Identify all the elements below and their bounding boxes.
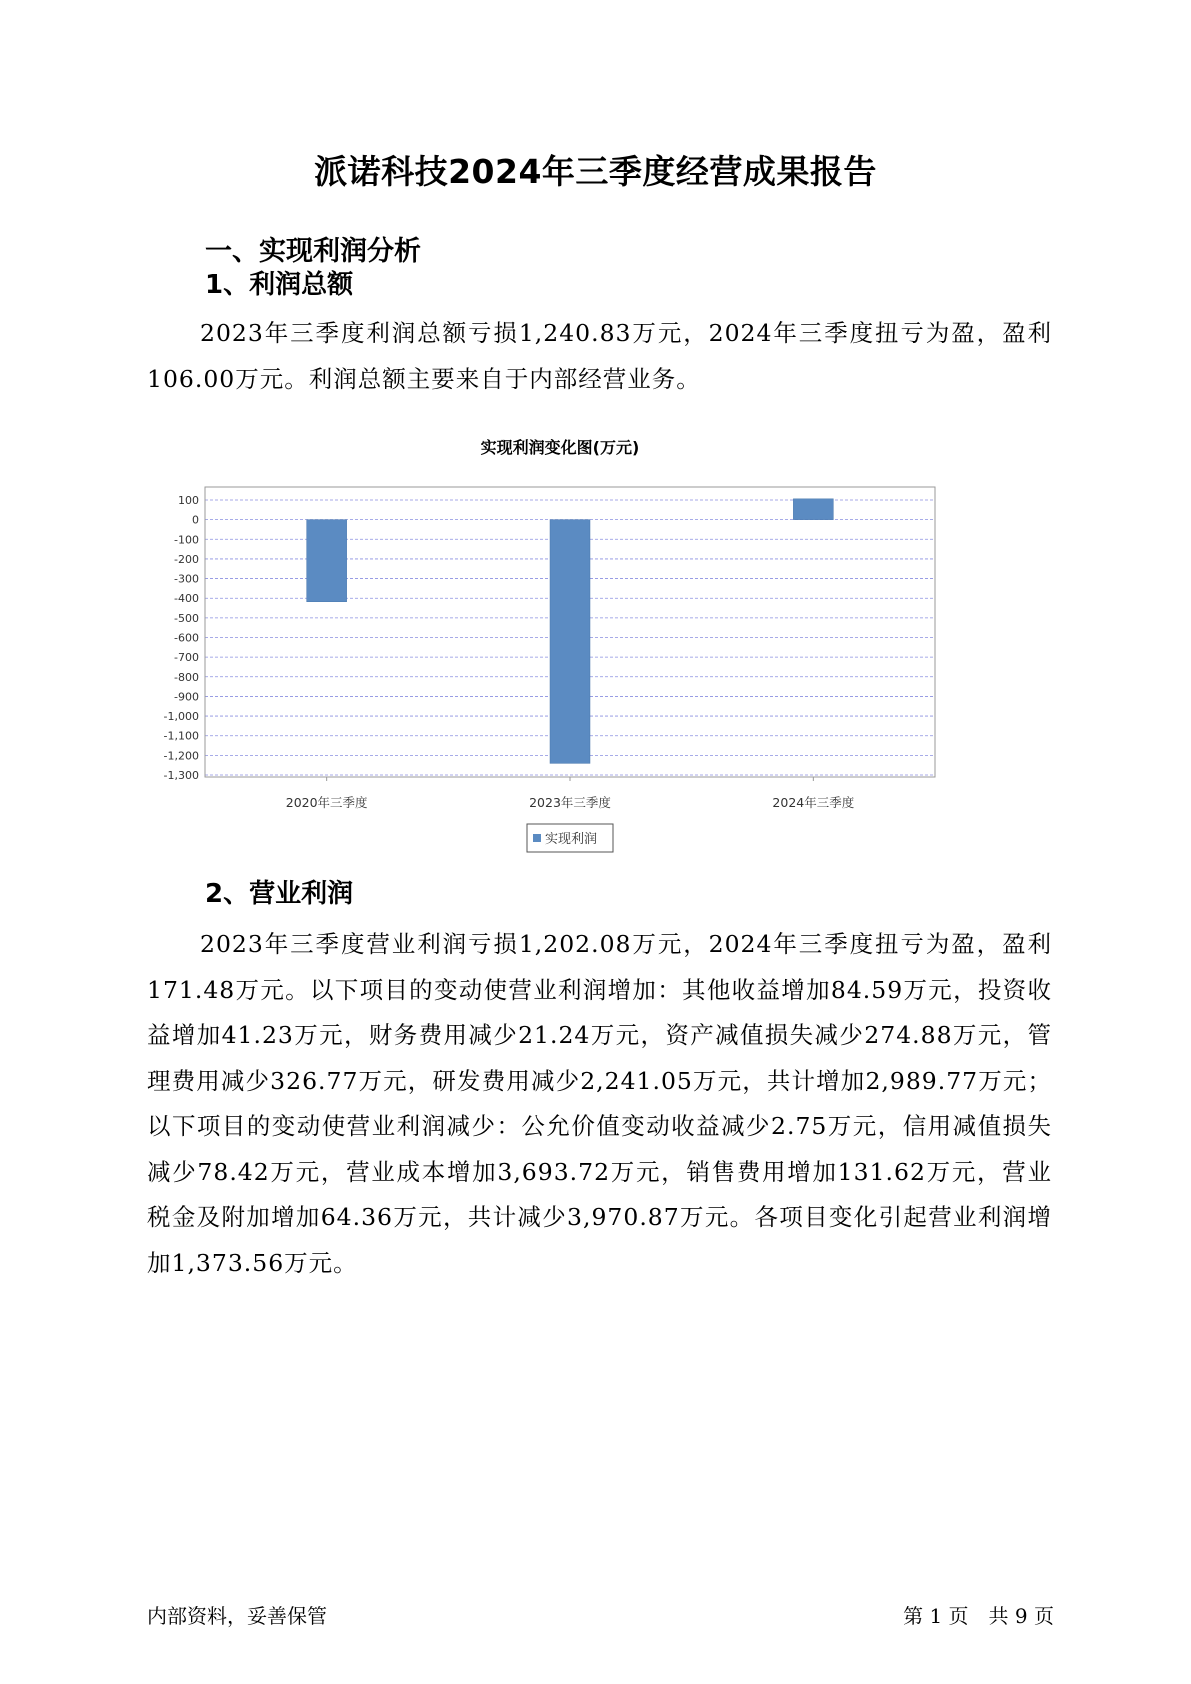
bar-1 (550, 520, 590, 764)
y-tick-label: -1,000 (163, 710, 199, 724)
y-tick-label: -300 (174, 572, 199, 586)
paragraph-operating-profit: 2023年三季度营业利润亏损1,202.08万元，2024年三季度扭亏为盈，盈利171.48万元。以下项目的变动使营业利润增加：其他收益增加84.59万元，投资收益增加41.23万元，财务费用减少21.24万元，资产减值损失减少274.88万元，管理费用减少326.77万元，研发费用减少2,241.05万元，共计增加2,989.77万元；以下项目的变动使营业利润减少：公允价值变动收益减少2.75万元，信用减值损失减少78.42万元，营业成本增加3,693.72万元，销售费用增加131.62万元，营业税金及附加增加64.36万元，共计减少3,970.87万元。各项目变化引起营业利润增加1,373.56万元。 (147, 930, 1052, 1277)
y-tick-label: -600 (174, 631, 199, 645)
chart-title: 实现利润变化图(万元) (480, 438, 640, 457)
legend-swatch (533, 834, 541, 842)
subsection-heading-operating-profit: 2、营业利润 (205, 879, 354, 909)
chart-canvas (140, 438, 1040, 910)
y-tick-label: -1,200 (163, 749, 199, 763)
chart-x-axis (286, 777, 855, 810)
x-tick-label: 2023年三季度 (529, 795, 611, 810)
x-tick-label: 2020年三季度 (285, 795, 368, 810)
footer-page-number: 第 1 页 共 9 页 (903, 1604, 1054, 1628)
chart-legend (527, 824, 613, 852)
profit-change-chart (140, 438, 1040, 910)
y-tick-label: -900 (174, 690, 199, 704)
document-title: 派诺科技2024年三季度经营成果报告 (314, 152, 877, 191)
y-tick-label: -400 (174, 592, 199, 606)
y-tick-label: -1,300 (163, 769, 199, 782)
y-tick-label: -1,100 (163, 729, 199, 743)
subsection-heading-total-profit: 1、利润总额 (205, 270, 354, 300)
y-tick-label: -200 (174, 552, 199, 566)
section-heading-profit-analysis: 一、实现利润分析 (205, 236, 421, 267)
y-tick-label: -500 (174, 611, 199, 625)
chart-bars (307, 499, 834, 764)
y-tick-label: 100 (178, 494, 199, 507)
chart-y-axis (164, 494, 199, 782)
legend-label: 实现利润 (545, 832, 598, 847)
footer-confidential-note: 内部资料，妥善保管 (147, 1604, 327, 1628)
x-tick-label: 2024年三季度 (772, 795, 855, 810)
y-tick-label: 0 (192, 513, 199, 527)
y-tick-label: -700 (174, 651, 199, 665)
y-tick-label: -800 (174, 670, 199, 684)
bar-0 (307, 520, 347, 602)
y-tick-label: -100 (174, 533, 199, 547)
paragraph-total-profit: 2023年三季度利润总额亏损1,240.83万元，2024年三季度扭亏为盈，盈利106.00万元。利润总额主要来自于内部经营业务。 (147, 319, 1052, 393)
bar-2 (793, 499, 833, 520)
